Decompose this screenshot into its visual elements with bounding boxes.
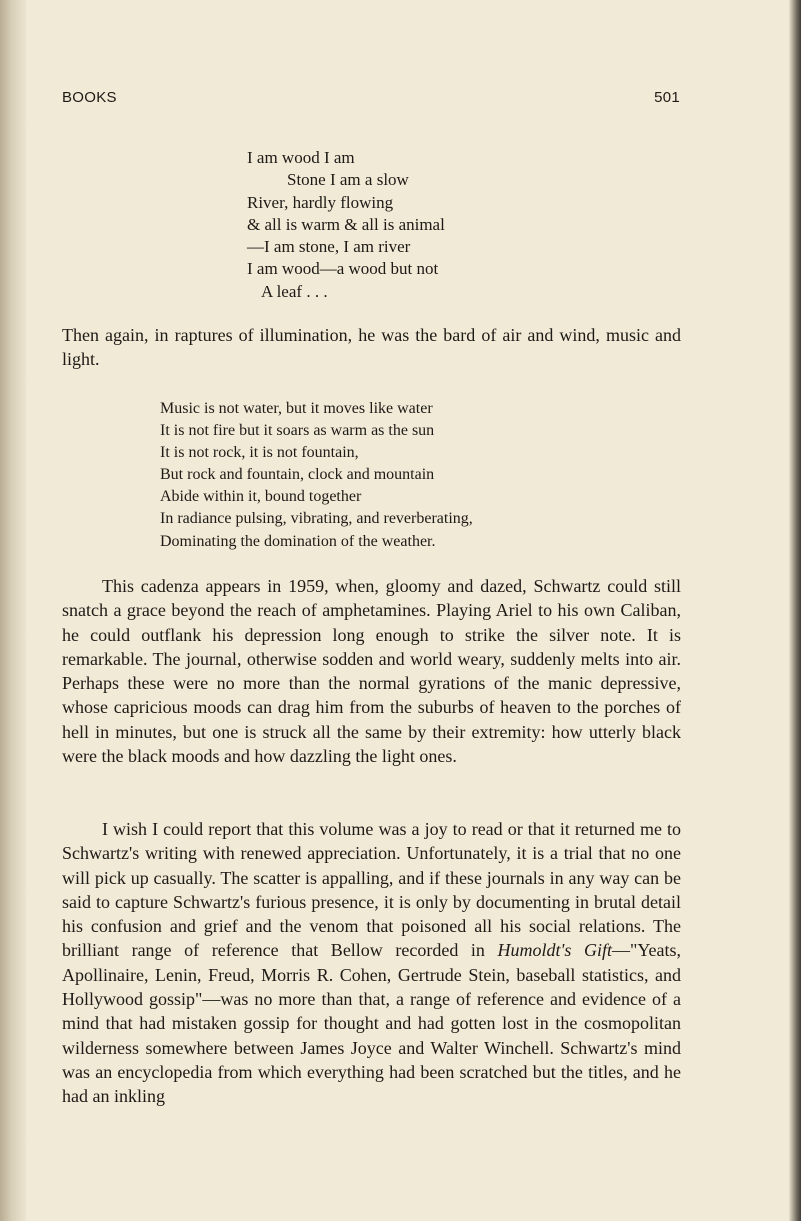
paragraph-text: —"Yeats, Apollinaire, Lenin, Freud, Morris R. Cohen, Gertrude Stein, baseball statistics, and Hollywood gossip"—was no more than that, a range of reference and evidence of a mind that had mistaken gossip for thought and had gotten lost in the cosmopolitan wilderness somewhere between James Joyce and Walter Winchell. Schwartz's mind was an encyclopedia from which everything had been scratched but the titles, and he had an inkling (62, 940, 682, 1107)
poem-excerpt-2 (160, 398, 473, 553)
page-number: 501 (654, 89, 680, 106)
book-spine-shadow (0, 0, 26, 1221)
poem-line: Stone I am a slow (287, 170, 409, 190)
poem-line: But rock and fountain, clock and mountain (160, 466, 435, 484)
paragraph-text: I wish I could report that this volume was a joy to read or that it returned me to Schwartz's writing with renewed appreciation. Unfortunately, it is a trial that no one will pick up casually. The scatter is appalling, and if these journals in any way can be said to capture Schwartz's furious presence, it is only by documenting in brutal detail his confusion and grief and the venom that poisoned all his social relations. The brilliant range of reference that Bellow recorded in (62, 819, 681, 961)
poem-line: It is not fire but it soars as warm as the sun (160, 422, 435, 440)
poem-line: & all is warm & all is animal (247, 214, 445, 234)
page-edge (789, 0, 801, 1221)
poem-line: —I am stone, I am river (247, 237, 411, 257)
body-paragraph-1: Then again, in raptures of illumination, he was the bard of air and wind, music and light. (62, 325, 681, 370)
poem-excerpt-1 (247, 147, 445, 303)
poem-line: In radiance pulsing, vibrating, and reverberating, (160, 510, 473, 528)
poem-line: I am wood I am (247, 148, 355, 167)
poem-line: It is not rock, it is not fountain, (160, 444, 359, 462)
poem-line: Dominating the domination of the weather. (160, 532, 436, 550)
body-paragraph-2: This cadenza appears in 1959, when, gloomy and dazed, Schwartz could still snatch a grace beyond the reach of amphetamines. Playing Ariel to his own Caliban, he could outflank his depression long enough to strike the silver note. It is remarkable. The journal, otherwise sodden and world weary, suddenly melts into air. Perhaps these were no more than the normal gyrations of the manic depressive, whose capricious moods can drag him from the suburbs of heaven to the porches of hell in minutes, but one is struck all the same by their extremity: how utterly black were the black moods and how dazzling the light ones. (62, 576, 681, 767)
poem-line: Abide within it, bound together (160, 488, 362, 506)
section-title: BOOKS (62, 89, 117, 106)
poem-line: I am wood—a wood but not (247, 259, 439, 279)
book-title: Humoldt's Gift (497, 940, 612, 961)
poem-line: River, hardly flowing (247, 192, 394, 212)
poem-line: A leaf . . . (261, 281, 328, 301)
poem-line: Music is not water, but it moves like water (160, 400, 433, 417)
body-paragraph-3 (62, 817, 681, 1109)
